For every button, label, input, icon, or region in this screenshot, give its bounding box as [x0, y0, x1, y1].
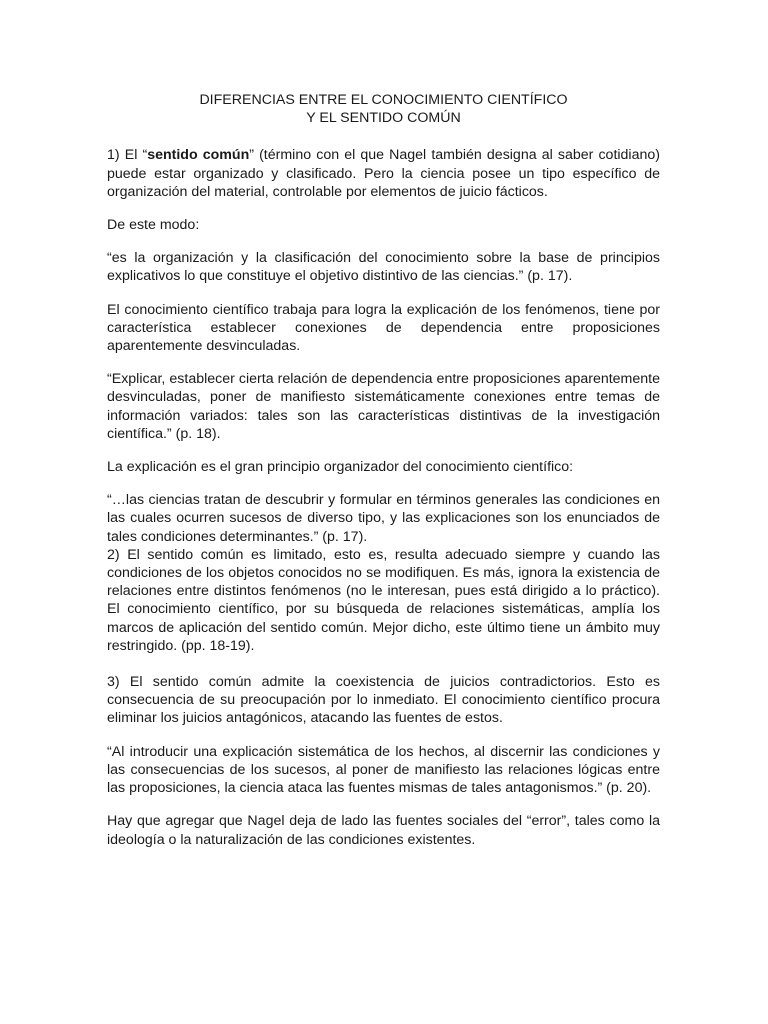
document-title [107, 91, 660, 127]
document-page [107, 91, 660, 864]
quote-2: “Explicar, establecer cierta relación de dependencia entre proposiciones aparentemente desvinculadas, poner de manifiesto sistemáticamente conexiones entre temas de información variados: tales son las características distintivas de la investigación científica.” (p. 18). [107, 371, 660, 442]
paragraph-1-rest: ” (término con el que Nagel también designa al saber cotidiano) puede estar organizado y clasificado. Pero la ciencia posee un tipo específico de organización del material, controlable por elementos de juicio fácticos. [107, 147, 660, 200]
title-line-1: DIFERENCIAS ENTRE EL CONOCIMIENTO CIENTÍFICO [199, 92, 568, 108]
paragraph-9: 3) El sentido común admite la coexistencia de juicios contradictorios. Esto es consecuencia de su preocupación por lo inmediato. El conocimiento científico procura eliminar los juicios antagónicos, atacando las fuentes de estos. [107, 674, 660, 727]
sentido-comun-bold: sentido común [147, 147, 250, 164]
paragraph-1 [107, 146, 660, 201]
quote-3: “…las ciencias tratan de descubrir y formular en términos generales las condiciones en las cuales ocurren sucesos de diverso tipo, y las explicaciones son los enunciados de tales condiciones determinantes.” (p. 17). [107, 492, 660, 545]
paragraph-2: De este modo: [107, 217, 200, 234]
paragraph-8: 2) El sentido común es limitado, esto es, resulta adecuado siempre y cuando las condiciones de los objetos conocidos no se modifiquen. Es más, ignora la existencia de relaciones entre distintos fenómenos (no le interesan, pues está dirigido a lo práctico). El conocimiento científico, por su búsqueda de relaciones sistemáticas, amplía los marcos de aplicación del sentido común. Mejor dicho, este último tiene un ámbito muy restringido. (pp. 18-19). [107, 546, 660, 654]
title-line-2: Y EL SENTIDO COMÚN [306, 110, 461, 127]
paragraph-6: La explicación es el gran principio organizador del conocimiento científico: [107, 459, 574, 476]
paragraph-4: El conocimiento científico trabaja para logra la explicación de los fenómenos, tiene por característica establecer conexiones de dependencia entre proposiciones aparentemente desvinculadas. [107, 301, 660, 355]
paragraph-1-start: 1) El “ [107, 147, 148, 164]
quote-4: “Al introducir una explicación sistemática de los hechos, al discernir las condiciones y las consecuencias de los sucesos, al poner de manifiesto las relaciones lógicas entre las proposiciones, la ciencia ataca las fuentes mismas de tales antagonismos.” (p. 20). [107, 743, 660, 797]
quote-1: “es la organización y la clasificación del conocimiento sobre la base de principios explicativos lo que constituye el objetivo distintivo de las ciencias.” (p. 17). [107, 250, 660, 285]
paragraph-11: Hay que agregar que Nagel deja de lado las fuentes sociales del “error”, tales como la ideología o la naturalización de las condiciones existentes. [107, 813, 660, 848]
